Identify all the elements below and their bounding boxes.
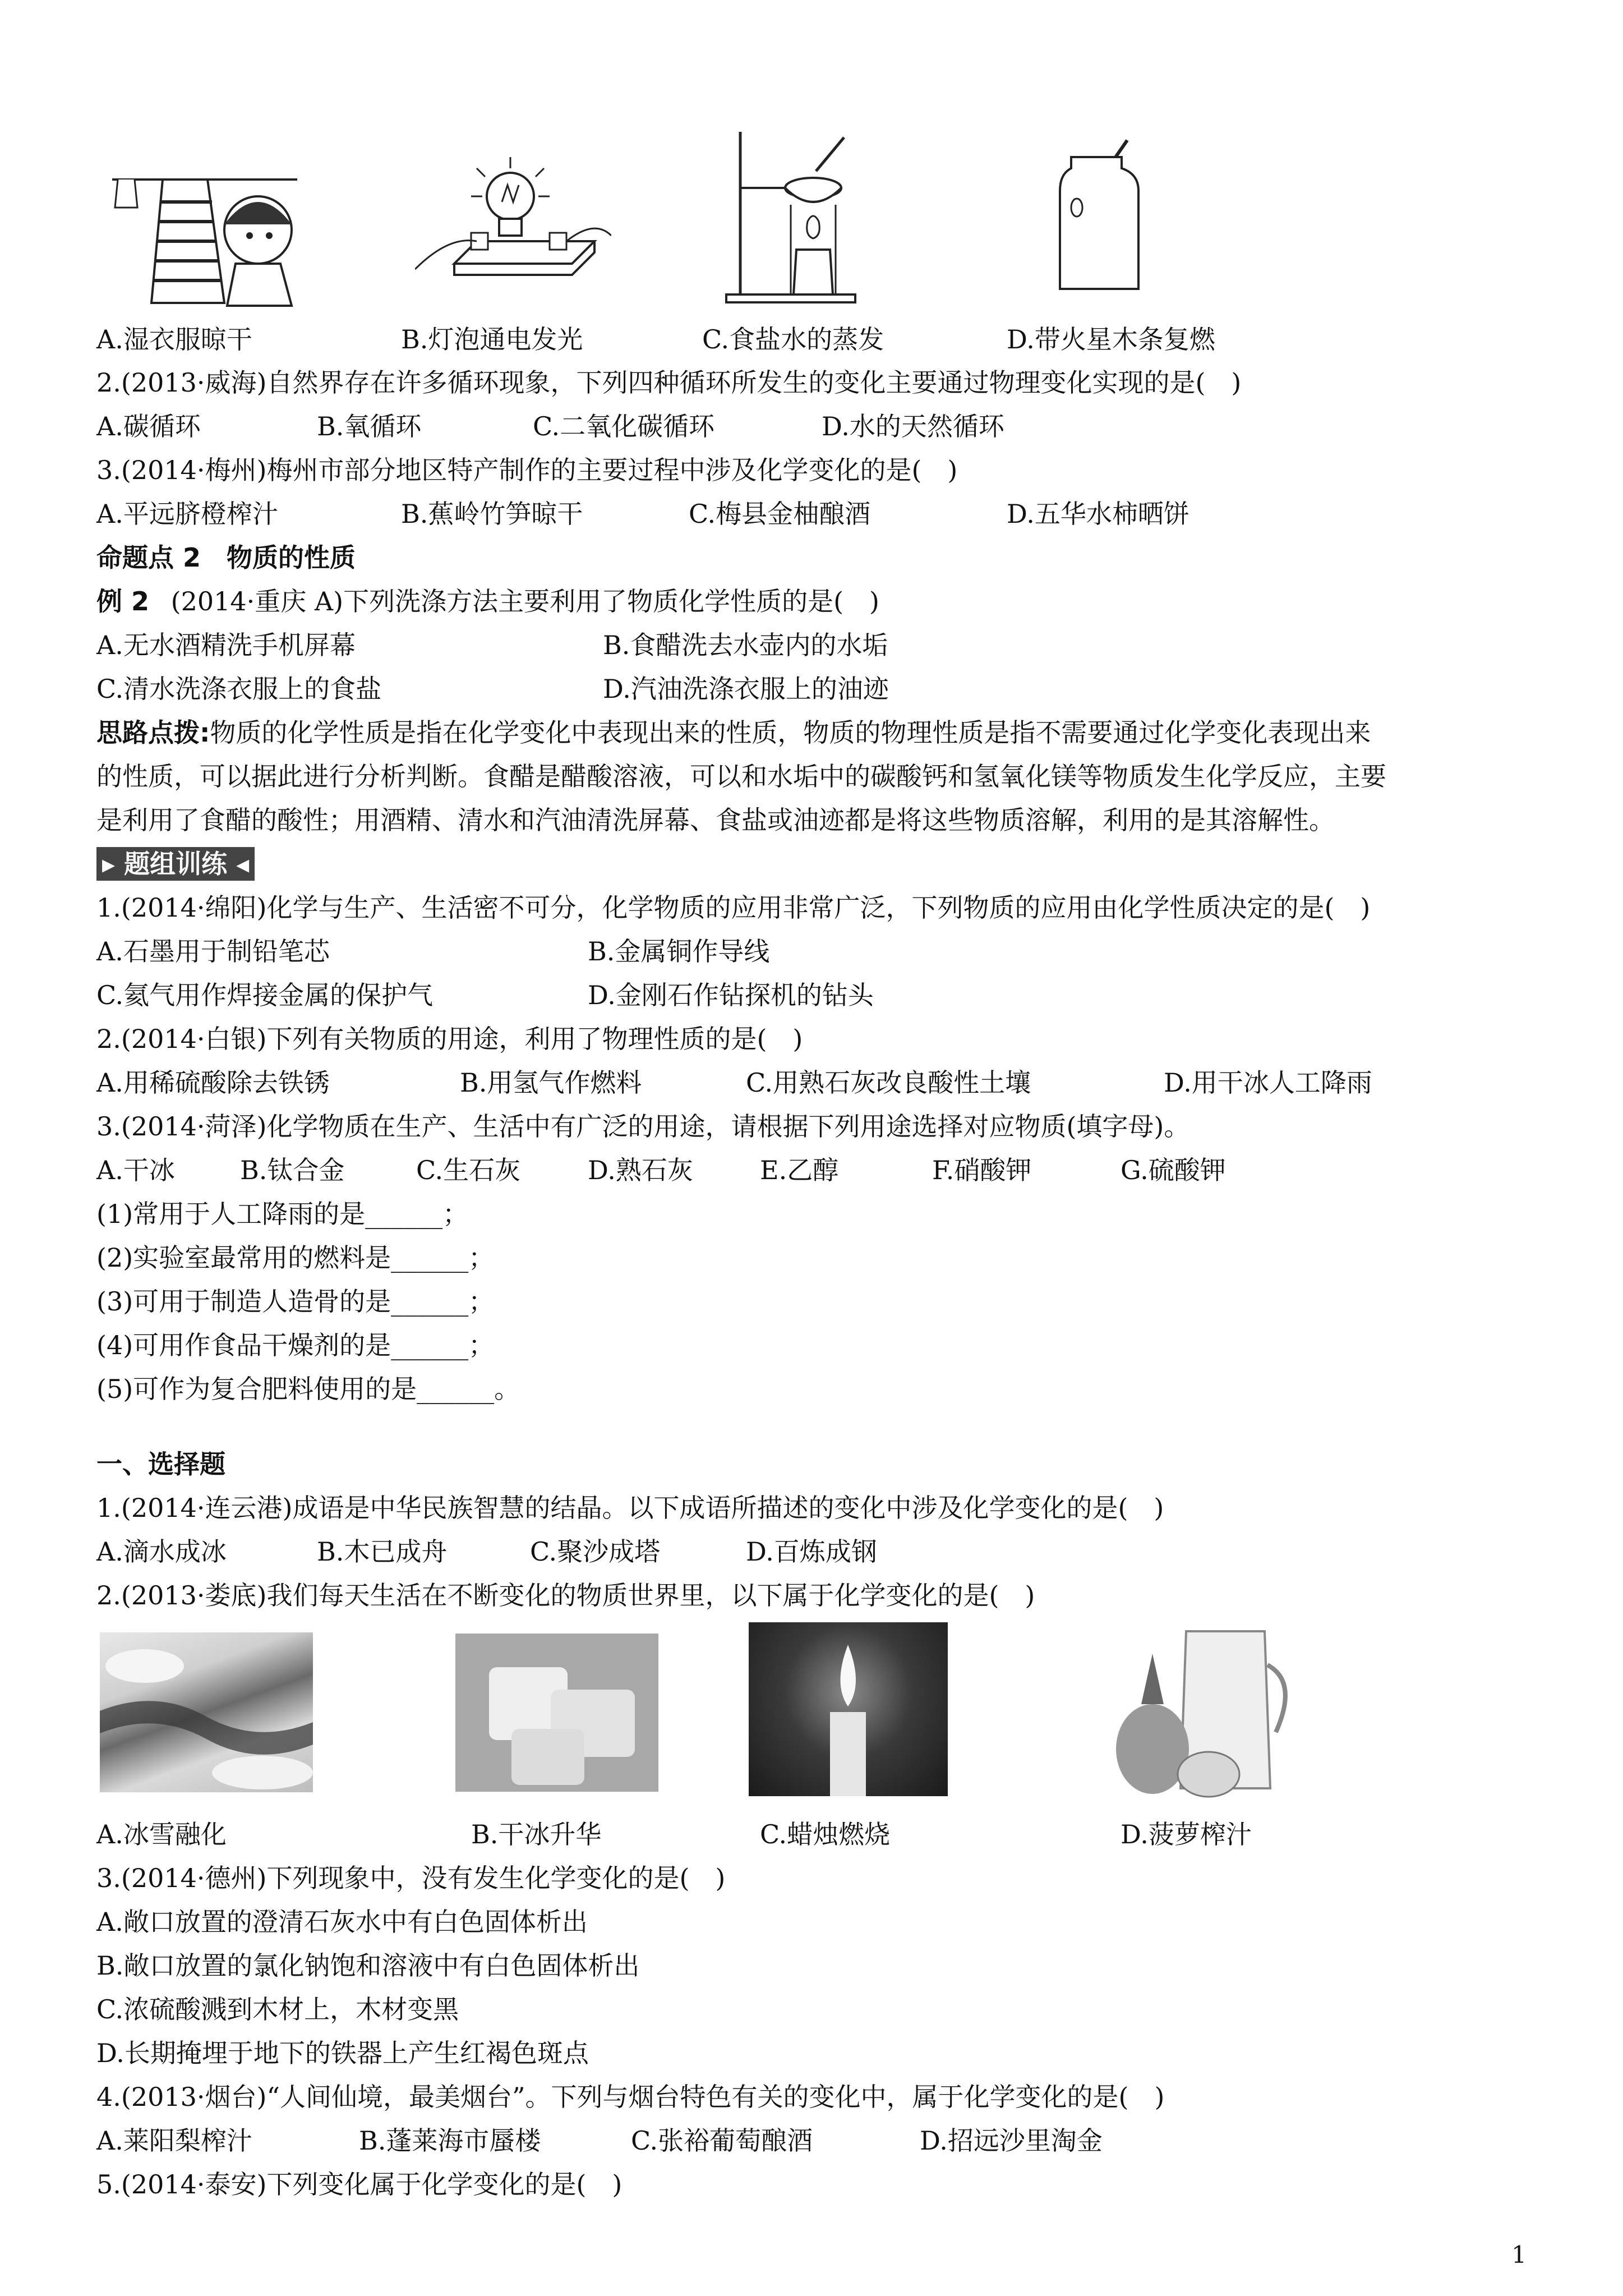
option-b: B.蓬莱海市蜃楼 <box>359 2125 541 2156</box>
option-e: E.乙醇 <box>760 1155 839 1185</box>
hint-label: 思路点拨: <box>96 717 210 748</box>
option-b: B.用氢气作燃料 <box>460 1068 642 1098</box>
fill-blank-item: (3)可用于制造人造骨的是______； <box>96 1286 495 1317</box>
option-a: A.用稀硫酸除去铁锈 <box>96 1068 330 1098</box>
option-d: D.用干冰人工降雨 <box>1164 1068 1372 1098</box>
option-b: B.钛合金 <box>240 1155 345 1185</box>
option-d: D.水的天然循环 <box>822 411 1004 441</box>
page-number: 1 <box>1511 2241 1527 2269</box>
question-stem: 4.(2013·烟台)“人间仙境，最美烟台”。下列与烟台特色有关的变化中，属于化学变化的是( ) <box>96 2082 1165 2112</box>
option-a: A.碳循环 <box>96 411 201 441</box>
fill-blank-item: (1)常用于人工降雨的是______； <box>96 1199 469 1229</box>
section-title: 命题点 2 物质的性质 <box>96 542 356 573</box>
option-c: C.清水洗涤衣服上的食盐 <box>96 674 382 704</box>
option-b: B.金属铜作导线 <box>588 936 770 967</box>
fill-blank-item: (5)可作为复合肥料使用的是______。 <box>96 1374 520 1404</box>
option-f: F.硝酸钾 <box>932 1155 1032 1185</box>
question-stem: 2.(2014·白银)下列有关物质的用途，利用了物理性质的是( ) <box>96 1024 803 1054</box>
option-a: A.平远脐橙榨汁 <box>96 499 278 529</box>
hint-paragraph-line <box>96 716 1371 749</box>
fig-caption-d: D.带火星木条复燃 <box>1007 324 1215 355</box>
option-b: B.食醋洗去水壶内的水垢 <box>603 630 888 660</box>
option-a: A.敞口放置的澄清石灰水中有白色固体析出 <box>96 1907 588 1937</box>
fig-caption-c: C.食盐水的蒸发 <box>702 324 884 355</box>
drying-clothes-figure <box>112 146 314 309</box>
hint-paragraph-line: 是利用了食醋的酸性；用酒精、清水和汽油清洗屏幕、食盐或油迹都是将这些物质溶解，利用的是其溶解性。 <box>96 805 1335 835</box>
option-d: D.汽油洗涤衣服上的油迹 <box>603 674 889 704</box>
badge-label: 题组训练 <box>124 849 228 879</box>
hint-paragraph-line: 的性质，可以据此进行分析判断。食醋是醋酸溶液，可以和水垢中的碳酸钙和氢氧化镁等物质发生化学反应，主要 <box>96 761 1386 792</box>
question-stem: 3.(2014·梅州)梅州市部分地区特产制作的主要过程中涉及化学变化的是( ) <box>96 455 958 485</box>
option-b: B.敞口放置的氯化钠饱和溶液中有白色固体析出 <box>96 1950 640 1981</box>
option-b: B.氧循环 <box>317 411 422 441</box>
option-a: A.干冰 <box>96 1155 175 1185</box>
option-c: C.聚沙成塔 <box>530 1536 661 1567</box>
question-stem: 1.(2014·连云港)成语是中华民族智慧的结晶。以下成语所描述的变化中涉及化学变化的是( ) <box>96 1493 1164 1523</box>
option-d: D.五华水柿晒饼 <box>1007 499 1189 529</box>
option-c: C.蜡烛燃烧 <box>760 1819 891 1849</box>
light-bulb-circuit-figure <box>415 157 611 292</box>
glowing-splint-jar-figure <box>1054 135 1144 297</box>
option-a: A.冰雪融化 <box>96 1819 227 1849</box>
evaporation-apparatus-figure <box>723 126 869 306</box>
question-stem: 5.(2014·泰安)下列变化属于化学变化的是( ) <box>96 2169 623 2200</box>
option-a: A.无水酒精洗手机屏幕 <box>96 630 356 660</box>
option-d: D.招远沙里淘金 <box>920 2125 1103 2156</box>
question-stem: 3.(2014·菏泽)化学物质在生产、生活中有广泛的用途，请根据下列用途选择对应物质(填字母)。 <box>96 1111 1190 1142</box>
question-stem: 3.(2014·德州)下列现象中，没有发生化学变化的是( ) <box>96 1863 726 1893</box>
question-stem: 1.(2014·绵阳)化学与生产、生活密不可分，化学物质的应用非常广泛，下列物质的应用由化学性质决定的是( ) <box>96 892 1371 923</box>
option-d: D.菠萝榨汁 <box>1121 1819 1252 1849</box>
example-2 <box>96 585 879 618</box>
option-b: B.干冰升华 <box>471 1819 602 1849</box>
option-a: A.石墨用于制铅笔芯 <box>96 936 330 967</box>
option-g: G.硫酸钾 <box>1121 1155 1226 1185</box>
option-a: A.滴水成冰 <box>96 1536 227 1567</box>
group-training-badge <box>96 847 255 881</box>
option-c: C.张裕葡萄酿酒 <box>631 2125 813 2156</box>
fig-caption-b: B.灯泡通电发光 <box>401 324 583 355</box>
option-b: B.蕉岭竹笋晾干 <box>401 499 583 529</box>
fig-caption-a: A.湿衣服晾干 <box>96 324 252 355</box>
option-c: C.二氧化碳循环 <box>533 411 715 441</box>
option-c: C.生石灰 <box>416 1155 521 1185</box>
question-stem: 2.(2013·娄底)我们每天生活在不断变化的物质世界里，以下属于化学变化的是( ) <box>96 1580 1035 1611</box>
option-d: D.熟石灰 <box>588 1155 693 1185</box>
ice-snow-melting-photo <box>100 1632 313 1792</box>
option-d: D.金刚石作钻探机的钻头 <box>588 980 874 1010</box>
fill-blank-item: (4)可用作食品干燥剂的是______； <box>96 1330 495 1360</box>
example-stem: (2014·重庆 A)下列洗涤方法主要利用了物质化学性质的是( ) <box>170 586 879 616</box>
option-d: D.百炼成钢 <box>746 1536 877 1567</box>
hint-text: 物质的化学性质是指在化学变化中表现出来的性质，物质的物理性质是指不需要通过化学变化表现出来 <box>210 717 1371 748</box>
option-c: C.氦气用作焊接金属的保护气 <box>96 980 434 1010</box>
pineapple-juice-photo <box>1108 1620 1301 1798</box>
option-c: C.梅县金柚酿酒 <box>689 499 871 529</box>
option-a: A.莱阳梨榨汁 <box>96 2125 252 2156</box>
option-c: C.用熟石灰改良酸性土壤 <box>746 1068 1031 1098</box>
dry-ice-sublimation-photo <box>455 1634 658 1792</box>
option-d: D.长期掩埋于地下的铁器上产生红褐色斑点 <box>96 2038 589 2068</box>
fill-blank-item: (2)实验室最常用的燃料是______； <box>96 1243 495 1273</box>
option-b: B.木已成舟 <box>317 1536 448 1567</box>
question-stem: 2.(2013·威海)自然界存在许多循环现象，下列四种循环所发生的变化主要通过物理变化实现的是( ) <box>96 367 1242 398</box>
part-title: 一、选择题 <box>96 1449 225 1479</box>
burning-candle-photo <box>749 1622 948 1796</box>
example-label: 例 2 <box>96 586 150 616</box>
option-c: C.浓硫酸溅到木材上，木材变黑 <box>96 1994 459 2024</box>
badge-box: ▸ 题组训练 ◂ <box>96 847 255 881</box>
